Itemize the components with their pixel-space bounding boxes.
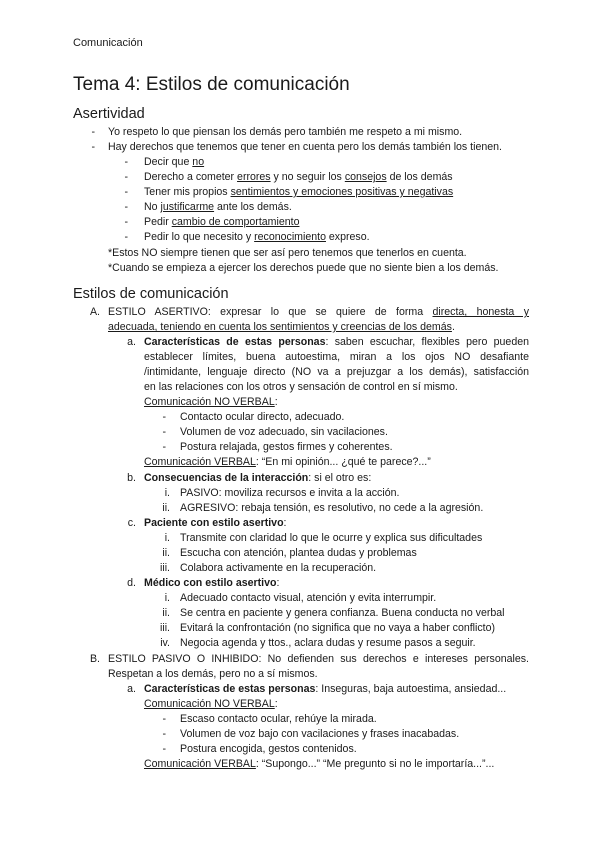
dash-marker: -	[162, 743, 166, 755]
list-marker-a: a.	[127, 336, 136, 348]
caracteristicas-line-1: Características de estas personas: saben escuchar, flexibles pero pueden	[144, 336, 529, 348]
roman-marker: iv.	[160, 637, 170, 649]
bullet-derechos: Hay derechos que tenemos que tener en cuenta pero los demás también los tienen.	[108, 141, 502, 153]
roman-marker: i.	[164, 532, 170, 544]
medico-heading: Médico con estilo asertivo:	[144, 577, 280, 589]
dash-marker: -	[162, 411, 166, 423]
estilo-asertivo-line-1: ESTILO ASERTIVO: expresar lo que se quiere de forma directa, honesta y	[108, 306, 530, 318]
dash-marker: -	[124, 201, 128, 213]
consecuencia-item: AGRESIVO: rebaja tensión, es resolutivo, no cede a la agresión.	[180, 502, 484, 514]
medico-item: Negocia agenda y ttos., aclara dudas y resume pasos a seguir.	[180, 637, 476, 649]
pasivo-no-verbal-item: Volumen de voz bajo con vacilaciones y frases inacabadas.	[180, 728, 460, 740]
caracteristicas-line-3: /intimidante, lenguaje directo (NO va a prejuzgar a los demás), satisfacción	[144, 366, 529, 378]
caracteristicas-line-4: en las relaciones con los otros y sensación de control en sí mismo.	[144, 381, 458, 393]
sub-item-cambio: Pedir cambio de comportamiento	[144, 216, 300, 228]
roman-marker: iii.	[159, 622, 170, 634]
estilo-pasivo-line-1: ESTILO PASIVO O INHIBIDO: No defienden sus derechos e intereses personales.	[108, 653, 529, 665]
sub-item-reconocimiento: Pedir lo que necesito y reconocimiento expreso.	[144, 231, 370, 243]
roman-marker: i.	[164, 592, 170, 604]
roman-marker: ii.	[162, 502, 170, 514]
dash-marker: -	[162, 728, 166, 740]
list-marker-A: A.	[89, 306, 100, 318]
dash-marker: -	[162, 441, 166, 453]
consecuencias-heading: Consecuencias de la interacción: si el otro es:	[144, 472, 372, 484]
dash-marker: -	[124, 231, 128, 243]
sub-item-sentimientos: Tener mis propios sentimientos y emociones positivas y negativas	[144, 186, 454, 198]
roman-marker: iii.	[159, 562, 170, 574]
dash-marker: -	[124, 216, 128, 228]
pasivo-verbal-line: Comunicación VERBAL: “Supongo...” “Me pregunto si no le importaría...”...	[144, 758, 495, 770]
medico-item: Adecuado contacto visual, atención y evita interrumpir.	[180, 592, 437, 604]
medico-item: Evitará la confrontación (no significa que no vaya a haber conflicto)	[180, 622, 496, 634]
dash-marker: -	[91, 126, 95, 138]
dash-marker: -	[124, 171, 128, 183]
page-header: Comunicación	[73, 37, 143, 49]
paciente-heading: Paciente con estilo asertivo:	[144, 517, 287, 529]
pasivo-no-verbal-item: Postura encogida, gestos contenidos.	[180, 743, 357, 755]
pasivo-no-verbal-item: Escaso contacto ocular, rehúye la mirada.	[180, 713, 377, 725]
no-verbal-item: Volumen de voz adecuado, sin vacilaciones.	[180, 426, 388, 438]
page-title: Tema 4: Estilos de comunicación	[73, 74, 350, 95]
estilo-pasivo-line-2: Respetan a los demás, pero no a sí mismos.	[108, 668, 318, 680]
note-1: *Estos NO siempre tienen que ser así pero tenemos que tenerlos en cuenta.	[108, 247, 467, 259]
list-marker-a: a.	[127, 683, 136, 695]
estilo-asertivo-line-2: adecuada, teniendo en cuenta los sentimientos y creencias de los demás.	[108, 321, 455, 333]
pasivo-no-verbal-label: Comunicación NO VERBAL:	[144, 698, 278, 710]
roman-marker: ii.	[162, 607, 170, 619]
dash-marker: -	[124, 156, 128, 168]
medico-item: Se centra en paciente y genera confianza. Buena conducta no verbal	[180, 607, 505, 619]
dash-marker: -	[124, 186, 128, 198]
list-marker-d: d.	[127, 577, 136, 589]
paciente-item: Escucha con atención, plantea dudas y problemas	[180, 547, 417, 559]
no-verbal-item: Contacto ocular directo, adecuado.	[180, 411, 345, 423]
roman-marker: ii.	[162, 547, 170, 559]
no-verbal-label: Comunicación NO VERBAL:	[144, 396, 278, 408]
section-heading-estilos: Estilos de comunicación	[73, 286, 229, 302]
paciente-item: Transmite con claridad lo que le ocurre y explica sus dificultades	[180, 532, 483, 544]
caracteristicas-line-2: establecer límites, buena autoestima, miran a los ojos NO desafiante	[144, 351, 529, 363]
dash-marker: -	[162, 713, 166, 725]
sub-item-justificarme: No justificarme ante los demás.	[144, 201, 292, 213]
bullet-respeto: Yo respeto lo que piensan los demás pero también me respeto a mi mismo.	[108, 126, 463, 138]
note-2: *Cuando se empieza a ejercer los derechos puede que no siente bien a los demás.	[108, 262, 499, 274]
section-heading-asertividad: Asertividad	[73, 106, 145, 122]
verbal-line: Comunicación VERBAL: “En mi opinión... ¿qué te parece?...”	[144, 456, 431, 468]
no-verbal-item: Postura relajada, gestos firmes y coherentes.	[180, 441, 393, 453]
sub-item-errores: Derecho a cometer errores y no seguir los consejos de los demás	[144, 171, 453, 183]
list-marker-B: B.	[89, 653, 100, 665]
roman-marker: i.	[164, 487, 170, 499]
dash-marker: -	[162, 426, 166, 438]
consecuencia-item: PASIVO: moviliza recursos e invita a la acción.	[180, 487, 400, 499]
pasivo-caracteristicas: Características de estas personas: Inseguras, baja autoestima, ansiedad...	[144, 683, 507, 695]
sub-item-decir-no: Decir que no	[144, 156, 205, 168]
list-marker-c: c.	[127, 517, 136, 529]
paciente-item: Colabora activamente en la recuperación.	[180, 562, 377, 574]
dash-marker: -	[91, 141, 95, 153]
list-marker-b: b.	[127, 472, 136, 484]
